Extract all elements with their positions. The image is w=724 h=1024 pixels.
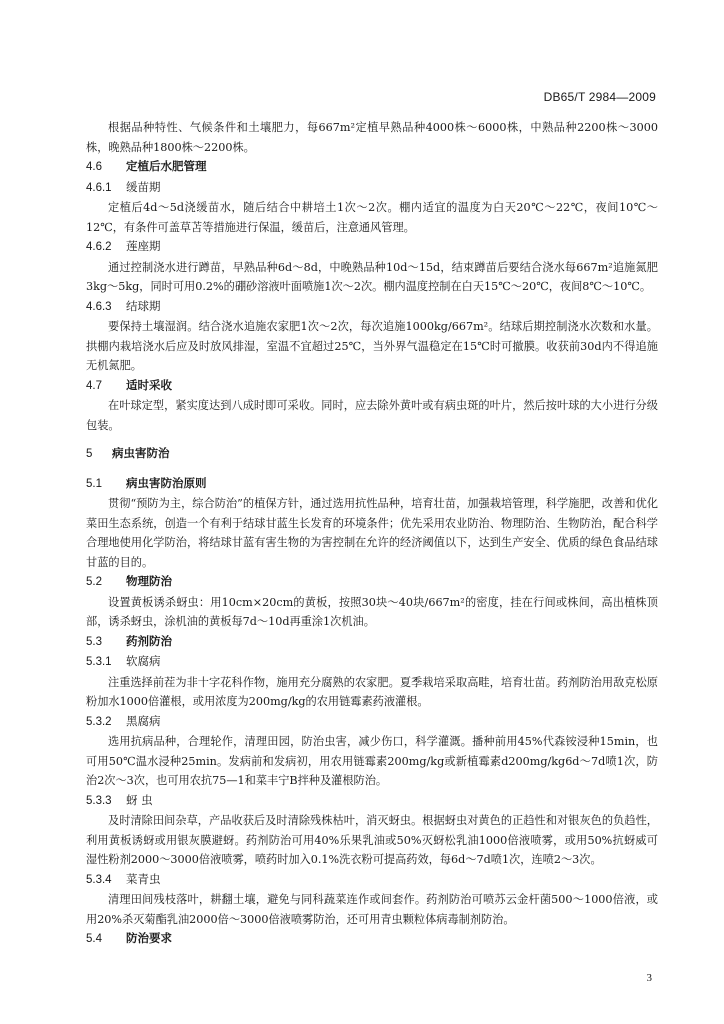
heading-number: 5.4 — [86, 933, 102, 945]
heading-text: 适时采收 — [126, 377, 172, 392]
paragraph-5-3-2: 选用抗病品种，合理轮作，清理田园，防治虫害，减少伤口，科学灌溉。播种前用45%代森铵浸种15min，也可用50℃温水浸种25min。发病前和发病初，用农用链霉素200mg/kg或新植霉素d200mg/kg6d～7d喷1次，防治2次～3次，也可用农抗75—1和菜丰宁B拌种及灌根防治。 — [86, 735, 658, 787]
heading-number: 5 — [86, 448, 93, 460]
heading-number: 4.6.1 — [86, 181, 112, 194]
heading-number: 5.3 — [86, 635, 102, 648]
paragraph-5-3-3: 及时清除田间杂草，产品收获后及时清除残株枯叶，消灭蚜虫。根据蚜虫对黄色的正趋性和对银灰色的负趋性，利用黄板诱蚜或用银灰膜避蚜。药剂防治可用40%乐果乳油或50%灭蚜松乳油1000倍液喷雾，或用50%抗蚜威可湿性粉剂2000～3000倍液喷雾，喷药时加入0.1%洗衣粉可提高药效，每6d～7d喷1次，连喷2～3次。 — [86, 814, 658, 866]
heading-text: 病虫害防治 — [112, 446, 170, 460]
heading-5-3-2 — [86, 712, 658, 733]
paragraph-5-3-1: 注重选择前茬为非十字花科作物，施用充分腐熟的农家肥。夏季栽培采取高畦，培育壮苗。药剂防治用敌克松原粉加水1000倍灌根，或用浓度为200mg/kg的农用链霉素药液灌根。 — [86, 675, 658, 708]
heading-4-6 — [86, 157, 658, 178]
page-content — [86, 118, 658, 950]
heading-5-3-4 — [86, 870, 658, 891]
heading-number: 4.6 — [86, 161, 102, 173]
paragraph-5-2: 设置黄板诱杀蚜虫：用10cm×20cm的黄板，按照30块～40块/667m²的密度，挂在行间或株间，高出植株顶部，诱杀蚜虫，涂机油的黄板每7d～10d再重涂1次机油。 — [86, 595, 658, 628]
heading-number: 4.6.2 — [86, 241, 112, 253]
heading-4-6-1 — [86, 178, 658, 199]
heading-number: 5.3.3 — [86, 794, 112, 807]
heading-5-1 — [86, 474, 658, 495]
paragraph-4-6-1: 定植后4d～5d浇缓苗水，随后结合中耕培土1次～2次。棚内适宜的温度为白天20℃～22℃，夜间10℃～12℃，有条件可盖草苫等措施进行保温，缓苗后，注意通风管理。 — [86, 201, 658, 234]
heading-number: 5.3.1 — [86, 656, 112, 668]
heading-text: 定植后水肥管理 — [126, 159, 207, 173]
heading-number: 5.2 — [86, 576, 102, 588]
heading-text: 黑腐病 — [126, 713, 161, 728]
heading-4-6-2 — [86, 237, 658, 258]
paragraph-planting-density: 根据品种特性、气候条件和土壤肥力，每667m²定植早熟品种4000株～6000株，中熟品种2200株～3000株，晚熟品种1800株～2200株。 — [86, 121, 658, 154]
heading-4-6-3 — [86, 297, 658, 318]
paragraph-5-1: 贯彻“预防为主，综合防治”的植保方针，通过选用抗性品种，培育壮苗，加强栽培管理，科学施肥，改善和优化菜田生态系统，创造一个有利于结球甘蓝生长发育的环境条件；优先采用农业防治、物理防治、生物防治，配合科学合理地使用化学防治，将结球甘蓝有害生物的为害控制在允许的经济阈值以下，达到生产安全、优质的绿色食品结球甘蓝的目的。 — [86, 497, 658, 569]
heading-text: 缓苗期 — [126, 179, 161, 194]
paragraph-4-6-2: 通过控制浇水进行蹲苗，早熟品种6d～8d，中晚熟品种10d～15d，结束蹲苗后要结合浇水每667m²追施氮肥3kg～5kg，同时可用0.2%的硼砂溶液叶面喷施1次～2次。棚内温度控制在白天15℃～20℃，夜间8℃～10℃。 — [86, 260, 658, 293]
heading-5-4 — [86, 929, 658, 950]
paragraph-4-7: 在叶球定型，紧实度达到八成时即可采收。同时，应去除外黄叶或有病虫斑的叶片，然后按叶球的大小进行分级包装。 — [86, 399, 658, 432]
heading-5 — [86, 444, 658, 465]
heading-text: 菜青虫 — [126, 871, 161, 886]
paragraph-4-6-3: 要保持土壤湿润。结合浇水追施农家肥1次～2次，每次追施1000kg/667m²。结球后期控制浇水次数和水量。拱棚内栽培浇水后应及时放风排湿，室温不宜超过25℃，当外界气温稳定在15℃时可撤膜。收获前30d内不得追施无机氮肥。 — [86, 320, 658, 372]
heading-number: 5.3.4 — [86, 873, 112, 886]
document-code: DB65/T 2984—2009 — [543, 90, 656, 104]
heading-text: 物理防治 — [126, 574, 172, 588]
heading-number: 4.6.3 — [86, 300, 112, 313]
heading-text: 软腐病 — [126, 654, 161, 668]
heading-text: 药剂防治 — [126, 633, 172, 648]
heading-4-7 — [86, 376, 658, 397]
heading-5-2 — [86, 572, 658, 593]
heading-text: 防治要求 — [126, 931, 172, 945]
heading-5-3 — [86, 632, 658, 653]
heading-number: 5.3.2 — [86, 715, 112, 728]
heading-text: 蚜 虫 — [126, 792, 153, 807]
heading-text: 结球期 — [126, 298, 161, 313]
heading-number: 5.1 — [86, 477, 102, 490]
page-number: 3 — [646, 972, 652, 984]
heading-5-3-3 — [86, 791, 658, 812]
heading-number: 4.7 — [86, 379, 102, 392]
paragraph-5-3-4: 清理田间残枝落叶，耕翻土壤，避免与同科蔬菜连作或间套作。药剂防治可喷苏云金杆菌500～1000倍液，或用20%杀灭菊酯乳油2000倍～3000倍液喷雾防治，还可用青虫颗粒体病毒制剂防治。 — [86, 893, 658, 926]
heading-text: 莲座期 — [126, 239, 161, 253]
heading-5-3-1 — [86, 652, 658, 673]
heading-text: 病虫害防治原则 — [126, 475, 207, 490]
